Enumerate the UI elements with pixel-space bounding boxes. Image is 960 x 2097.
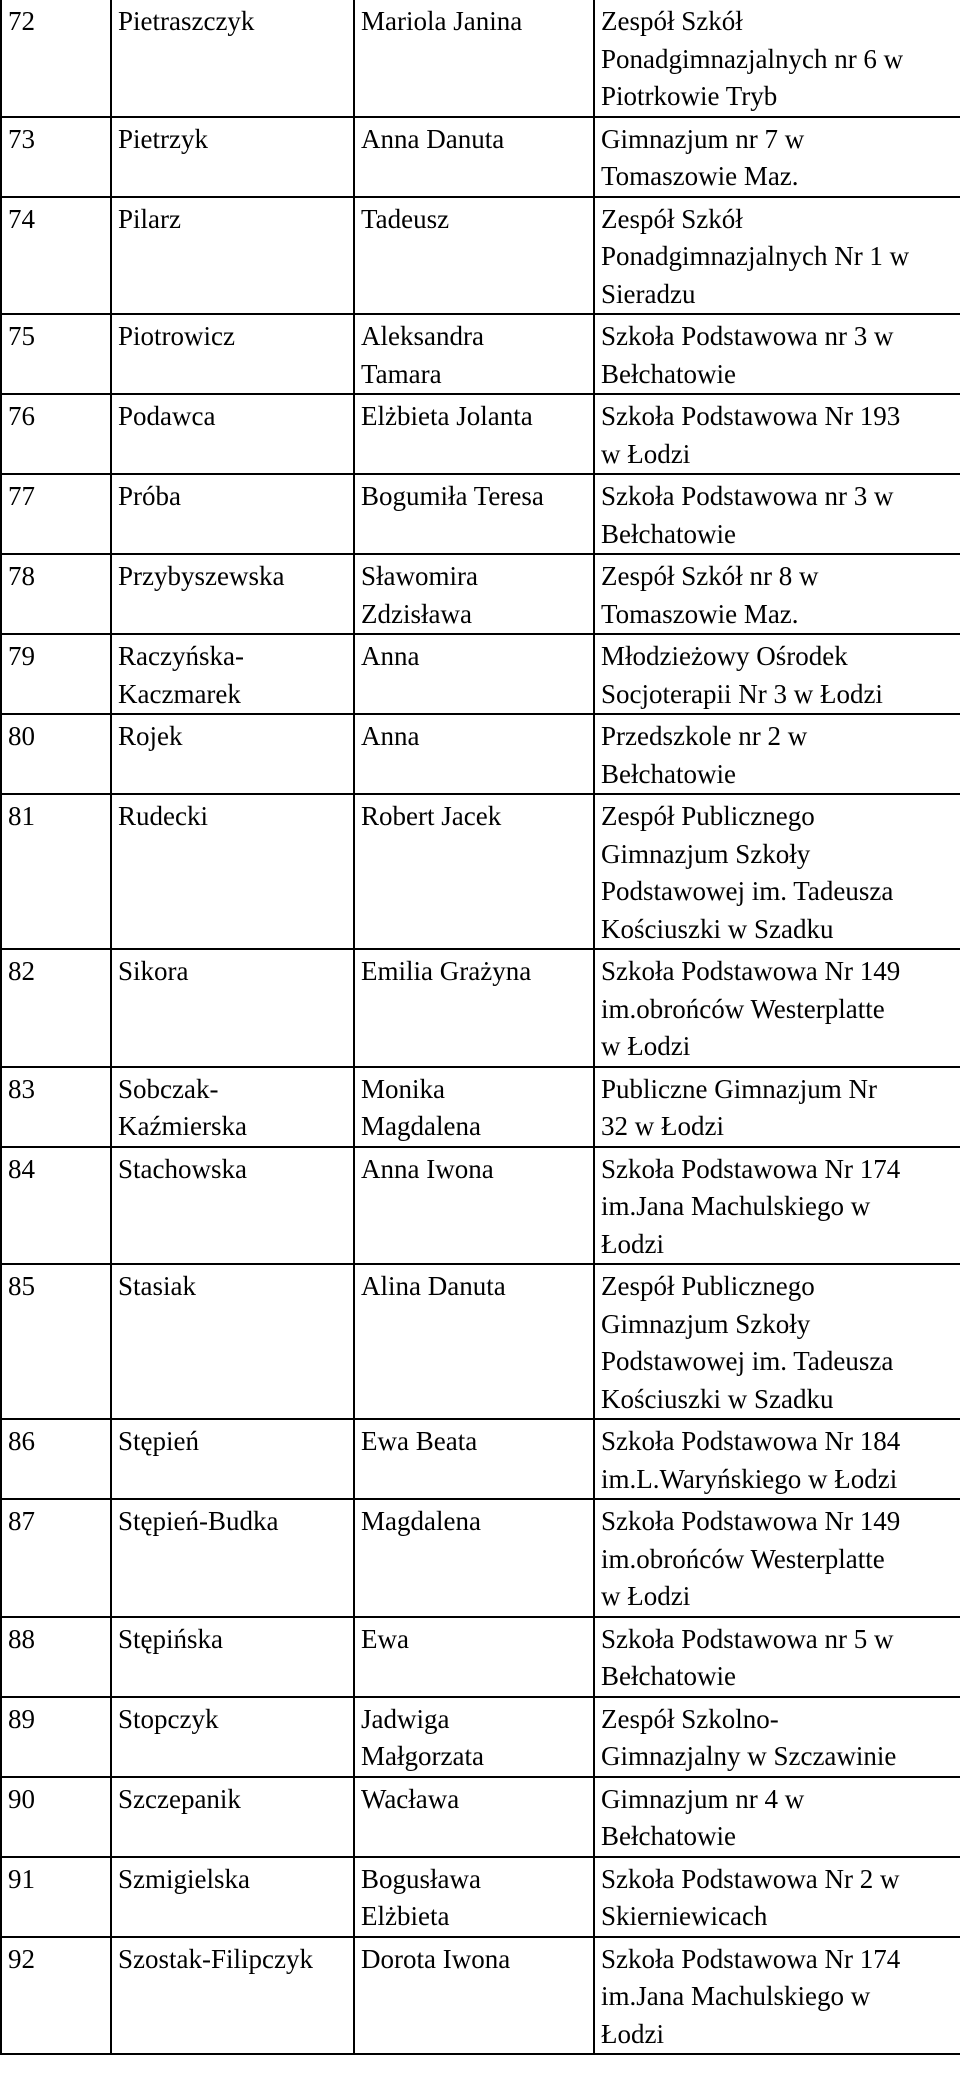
school-line: Gimnazjum Szkoły	[601, 838, 811, 869]
table-row	[1, 1697, 960, 1777]
table-row	[1, 0, 960, 117]
row-number: 88	[1, 1617, 111, 1697]
surname-cell	[111, 1697, 354, 1777]
row-number: 90	[1, 1777, 111, 1857]
surname-cell	[111, 634, 354, 714]
surname-line: Rojek	[118, 721, 183, 751]
table-row	[1, 197, 960, 315]
school-line: Szkoła Podstawowa Nr 149	[601, 1506, 901, 1536]
first-name-cell	[354, 0, 594, 117]
surname-cell	[111, 1264, 354, 1419]
first-name-cell	[354, 1777, 594, 1857]
surname-line: Sikora	[118, 956, 189, 986]
surname-line: Sobczak-	[118, 1073, 219, 1104]
surname-cell	[111, 1419, 354, 1499]
school-line: Zespół Szkół	[601, 203, 743, 234]
first-name-cell	[354, 949, 594, 1067]
school-cell	[594, 1499, 960, 1617]
school-cell	[594, 0, 960, 117]
school-cell	[594, 949, 960, 1067]
school-cell	[594, 1697, 960, 1777]
school-cell	[594, 1419, 960, 1499]
school-line: Zespół Publicznego	[601, 801, 815, 831]
surname-cell	[111, 1147, 354, 1265]
school-cell	[594, 1264, 960, 1419]
teacher-list-body	[1, 0, 960, 2054]
first-name-cell	[354, 197, 594, 315]
table-row	[1, 1264, 960, 1419]
school-cell	[594, 794, 960, 949]
surname-cell	[111, 794, 354, 949]
school-line: w Łodzi	[601, 1581, 691, 1611]
first-name-line: Zdzisława	[361, 598, 472, 629]
school-line: Zespół Szkolno-	[601, 1703, 779, 1734]
school-line: Tomaszowie Maz.	[601, 598, 799, 629]
school-cell	[594, 474, 960, 554]
table-row	[1, 1499, 960, 1617]
row-number: 76	[1, 394, 111, 474]
row-number: 86	[1, 1419, 111, 1499]
row-number: 81	[1, 794, 111, 949]
surname-cell	[111, 1777, 354, 1857]
school-line: Szkoła Podstawowa Nr 174	[601, 1943, 901, 1974]
school-line: Piotrkowie Tryb	[601, 81, 778, 111]
row-number: 92	[1, 1937, 111, 2055]
school-line: Szkoła Podstawowa Nr 2 w	[601, 1863, 900, 1894]
first-name-cell	[354, 1419, 594, 1499]
school-line: Szkoła Podstawowa Nr 184	[601, 1426, 901, 1456]
school-cell	[594, 1067, 960, 1147]
first-name-cell	[354, 117, 594, 197]
school-line: Zespół Szkół nr 8 w	[601, 561, 819, 591]
school-cell	[594, 1147, 960, 1265]
surname-line: Szmigielska	[118, 1863, 250, 1894]
first-name-line: Mariola Janina	[361, 6, 523, 36]
school-line: w Łodzi	[601, 438, 691, 469]
school-cell	[594, 117, 960, 197]
first-name-line: Ewa	[361, 1623, 409, 1654]
first-name-cell	[354, 1147, 594, 1265]
surname-line: Kaczmarek	[118, 678, 241, 709]
school-line: Publiczne Gimnazjum Nr	[601, 1073, 877, 1104]
table-row	[1, 949, 960, 1067]
school-line: Ponadgimnazjalnych nr 6 w	[601, 43, 904, 74]
first-name-line: Emilia Grażyna	[361, 956, 532, 986]
school-line: im.obrońców Westerplatte	[601, 993, 885, 1024]
school-cell	[594, 394, 960, 474]
first-name-cell	[354, 1499, 594, 1617]
row-number: 78	[1, 554, 111, 634]
surname-line: Próba	[118, 481, 181, 511]
first-name-line: Magdalena	[361, 1111, 481, 1141]
school-line: Socjoterapii Nr 3 w Łodzi	[601, 678, 883, 709]
surname-line: Przybyszewska	[118, 561, 285, 591]
table-row	[1, 394, 960, 474]
surname-line: Szostak-Filipczyk	[118, 1943, 313, 1974]
surname-cell	[111, 714, 354, 794]
first-name-line: Aleksandra	[361, 321, 484, 351]
school-cell	[594, 197, 960, 315]
row-number: 72	[1, 0, 111, 117]
school-line: Bełchatowie	[601, 358, 736, 389]
row-number: 80	[1, 714, 111, 794]
school-line: Ponadgimnazjalnych Nr 1 w	[601, 241, 910, 271]
surname-cell	[111, 314, 354, 394]
first-name-cell	[354, 1937, 594, 2055]
school-line: Gimnazjum Szkoły	[601, 1308, 811, 1339]
first-name-line: Alina Danuta	[361, 1271, 506, 1301]
row-number: 84	[1, 1147, 111, 1265]
school-line: Młodzieżowy Ośrodek	[601, 641, 848, 671]
school-line: Kościuszki w Szadku	[601, 913, 834, 944]
first-name-line: Jadwiga	[361, 1703, 450, 1734]
surname-line: Podawca	[118, 401, 216, 431]
first-name-cell	[354, 1617, 594, 1697]
school-line: Kościuszki w Szadku	[601, 1383, 834, 1414]
surname-line: Stępień	[118, 1426, 199, 1456]
table-row	[1, 1617, 960, 1697]
table-row	[1, 634, 960, 714]
first-name-cell	[354, 1697, 594, 1777]
row-number: 75	[1, 314, 111, 394]
school-line: Sieradzu	[601, 278, 696, 309]
school-line: Gimnazjalny w Szczawinie	[601, 1741, 897, 1771]
school-line: 32 w Łodzi	[601, 1111, 724, 1141]
school-line: Bełchatowie	[601, 1821, 736, 1851]
school-line: Bełchatowie	[601, 518, 736, 549]
school-line: Gimnazjum nr 4 w	[601, 1783, 805, 1814]
first-name-line: Bogumiła Teresa	[361, 481, 544, 511]
table-row	[1, 1937, 960, 2055]
school-line: Szkoła Podstawowa nr 3 w	[601, 481, 894, 511]
first-name-cell	[354, 794, 594, 949]
first-name-line: Tamara	[361, 358, 442, 389]
surname-cell	[111, 117, 354, 197]
surname-line: Stopczyk	[118, 1703, 219, 1734]
first-name-line: Robert Jacek	[361, 801, 502, 831]
school-line: Szkoła Podstawowa nr 3 w	[601, 321, 894, 351]
row-number: 91	[1, 1857, 111, 1937]
school-cell	[594, 314, 960, 394]
first-name-line: Bogusława	[361, 1863, 481, 1894]
school-line: Szkoła Podstawowa Nr 193	[601, 401, 901, 431]
surname-cell	[111, 474, 354, 554]
row-number: 83	[1, 1067, 111, 1147]
first-name-line: Elżbieta	[361, 1901, 450, 1931]
first-name-line: Sławomira	[361, 561, 478, 591]
school-line: Zespół Publicznego	[601, 1271, 815, 1301]
surname-cell	[111, 1499, 354, 1617]
surname-cell	[111, 1937, 354, 2055]
school-cell	[594, 634, 960, 714]
school-line: Bełchatowie	[601, 758, 736, 789]
table-row	[1, 1419, 960, 1499]
first-name-line: Monika	[361, 1073, 445, 1104]
surname-line: Rudecki	[118, 801, 208, 831]
school-line: Bełchatowie	[601, 1661, 736, 1691]
school-line: Skierniewicach	[601, 1901, 768, 1931]
first-name-line: Anna	[361, 721, 420, 751]
school-line: Szkoła Podstawowa nr 5 w	[601, 1623, 894, 1654]
row-number: 77	[1, 474, 111, 554]
school-cell	[594, 554, 960, 634]
school-line: Szkoła Podstawowa Nr 174	[601, 1153, 901, 1184]
surname-line: Raczyńska-	[118, 641, 244, 671]
row-number: 89	[1, 1697, 111, 1777]
first-name-line: Dorota Iwona	[361, 1943, 511, 1974]
surname-cell	[111, 197, 354, 315]
surname-line: Pietraszczyk	[118, 6, 255, 36]
table-row	[1, 1067, 960, 1147]
first-name-line: Wacława	[361, 1783, 460, 1814]
table-row	[1, 794, 960, 949]
row-number: 74	[1, 197, 111, 315]
first-name-cell	[354, 1264, 594, 1419]
school-cell	[594, 1617, 960, 1697]
surname-cell	[111, 1857, 354, 1937]
first-name-cell	[354, 714, 594, 794]
table-row	[1, 1147, 960, 1265]
first-name-cell	[354, 554, 594, 634]
school-line: Łodzi	[601, 1228, 664, 1259]
row-number: 79	[1, 634, 111, 714]
school-line: Podstawowej im. Tadeusza	[601, 876, 894, 906]
table-row	[1, 1777, 960, 1857]
surname-line: Piotrowicz	[118, 321, 235, 351]
school-line: Tomaszowie Maz.	[601, 161, 799, 191]
surname-cell	[111, 394, 354, 474]
first-name-line: Elżbieta Jolanta	[361, 401, 533, 431]
surname-cell	[111, 0, 354, 117]
surname-line: Kaźmierska	[118, 1111, 247, 1141]
row-number: 82	[1, 949, 111, 1067]
surname-line: Pilarz	[118, 203, 181, 234]
row-number: 87	[1, 1499, 111, 1617]
school-line: Szkoła Podstawowa Nr 149	[601, 956, 901, 986]
surname-cell	[111, 949, 354, 1067]
surname-line: Stasiak	[118, 1271, 196, 1301]
first-name-cell	[354, 634, 594, 714]
table-row	[1, 314, 960, 394]
table-row	[1, 554, 960, 634]
school-line: im.Jana Machulskiego w	[601, 1191, 871, 1221]
surname-line: Stępień-Budka	[118, 1506, 279, 1536]
first-name-cell	[354, 1067, 594, 1147]
first-name-cell	[354, 474, 594, 554]
school-cell	[594, 1857, 960, 1937]
first-name-line: Magdalena	[361, 1506, 481, 1536]
first-name-line: Anna	[361, 641, 420, 671]
first-name-line: Anna Iwona	[361, 1153, 494, 1184]
school-line: im.obrońców Westerplatte	[601, 1543, 885, 1574]
school-line: Łodzi	[601, 2018, 664, 2049]
school-line: Gimnazjum nr 7 w	[601, 123, 805, 154]
table-row	[1, 1857, 960, 1937]
surname-cell	[111, 554, 354, 634]
school-cell	[594, 1937, 960, 2055]
surname-line: Stachowska	[118, 1153, 247, 1184]
surname-line: Stępińska	[118, 1623, 223, 1654]
row-number: 85	[1, 1264, 111, 1419]
school-cell	[594, 1777, 960, 1857]
school-line: im.Jana Machulskiego w	[601, 1981, 871, 2011]
first-name-line: Ewa Beata	[361, 1426, 478, 1456]
school-cell	[594, 714, 960, 794]
first-name-line: Małgorzata	[361, 1741, 484, 1771]
surname-line: Szczepanik	[118, 1783, 241, 1814]
first-name-cell	[354, 394, 594, 474]
row-number: 73	[1, 117, 111, 197]
surname-cell	[111, 1617, 354, 1697]
table-row	[1, 474, 960, 554]
school-line: w Łodzi	[601, 1031, 691, 1061]
first-name-cell	[354, 1857, 594, 1937]
surname-cell	[111, 1067, 354, 1147]
school-line: Przedszkole nr 2 w	[601, 721, 808, 751]
first-name-cell	[354, 314, 594, 394]
school-line: im.L.Waryńskiego w Łodzi	[601, 1463, 898, 1494]
school-line: Zespół Szkół	[601, 6, 743, 36]
first-name-line: Tadeusz	[361, 203, 450, 234]
school-line: Podstawowej im. Tadeusza	[601, 1346, 894, 1376]
table-row	[1, 714, 960, 794]
first-name-line: Anna Danuta	[361, 123, 505, 154]
surname-line: Pietrzyk	[118, 123, 208, 154]
table-row	[1, 117, 960, 197]
